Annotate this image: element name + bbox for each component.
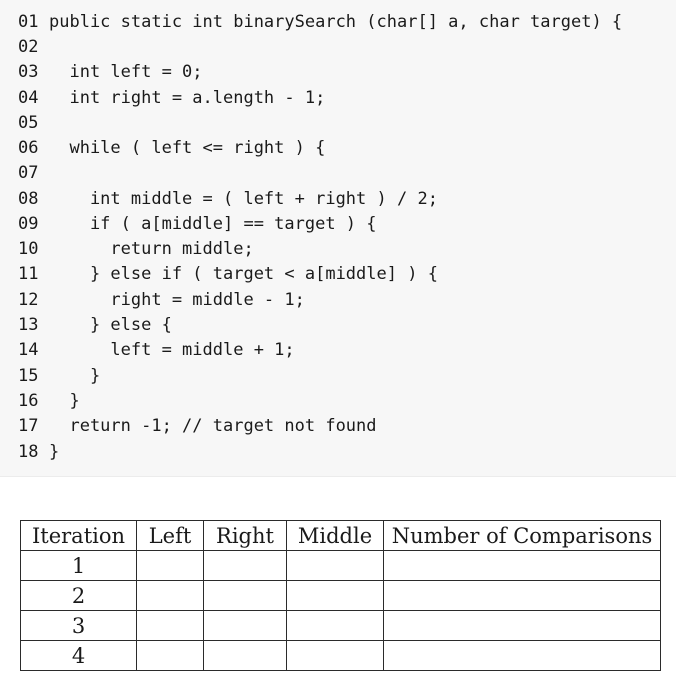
code-line [18,389,80,414]
cell-middle [287,581,384,611]
code-line [18,187,438,212]
cell-comparisons [384,641,661,671]
code-line [18,35,49,60]
cell-right [204,551,287,581]
header-right: Right [204,521,287,551]
cell-comparisons [384,551,661,581]
line-number: 16 [18,391,39,411]
header-middle: Middle [287,521,384,551]
cell-iteration: 4 [21,641,137,671]
cell-left [137,581,204,611]
code-text: int right = a.length - 1; [49,88,326,108]
line-number: 18 [18,442,39,462]
line-number: 03 [18,62,39,82]
code-line [18,60,203,85]
cell-iteration: 1 [21,551,137,581]
code-line [18,440,59,465]
code-line [18,111,49,136]
code-line [18,237,254,262]
header-left: Left [137,521,204,551]
cell-left [137,551,204,581]
line-number: 15 [18,366,39,386]
line-number: 09 [18,214,39,234]
line-number: 02 [18,37,39,57]
code-text: int middle = ( left + right ) / 2; [49,189,438,209]
code-line [18,338,295,363]
cell-right [204,611,287,641]
table-row [21,581,661,611]
header-iteration: Iteration [21,521,137,551]
code-text: public static int binarySearch (char[] a, char target) { [49,12,623,32]
code-text: if ( a[middle] == target ) { [49,214,377,234]
code-text: return middle; [49,239,254,259]
line-number: 10 [18,239,39,259]
cell-left [137,611,204,641]
line-number: 13 [18,315,39,335]
code-text: } [49,442,60,462]
cell-middle [287,551,384,581]
code-line [18,414,377,439]
code-line [18,136,325,161]
code-line [18,212,377,237]
code-text: left = middle + 1; [49,340,295,360]
line-number: 06 [18,138,39,158]
code-line [18,161,49,186]
line-number: 17 [18,416,39,436]
cell-right [204,641,287,671]
header-number-of-comparisons: Number of Comparisons [384,521,661,551]
cell-middle [287,611,384,641]
code-text: } [49,391,80,411]
code-text: } else { [49,315,172,335]
table-row [21,611,661,641]
code-text: } else if ( target < a[middle] ) { [49,264,438,284]
code-text: return -1; // target not found [49,416,377,436]
line-number: 07 [18,163,39,183]
line-number: 04 [18,88,39,108]
code-text: int left = 0; [49,62,203,82]
cell-iteration: 2 [21,581,137,611]
table-header-row [21,521,661,551]
cell-left [137,641,204,671]
code-text: while ( left <= right ) { [49,138,326,158]
trace-table-container [20,520,661,671]
line-number: 14 [18,340,39,360]
code-line [18,364,100,389]
line-number: 01 [18,12,39,32]
code-line [18,262,438,287]
line-number: 08 [18,189,39,209]
cell-comparisons [384,611,661,641]
line-number: 11 [18,264,39,284]
cell-middle [287,641,384,671]
code-line [18,313,172,338]
code-text: right = middle - 1; [49,290,305,310]
code-text: } [49,366,101,386]
code-line [18,288,305,313]
iteration-trace-table [20,520,661,671]
line-number: 05 [18,113,39,133]
cell-comparisons [384,581,661,611]
line-number: 12 [18,290,39,310]
cell-iteration: 3 [21,611,137,641]
code-line [18,86,325,111]
table-row [21,641,661,671]
table-row [21,551,661,581]
code-line [18,10,622,35]
cell-right [204,581,287,611]
